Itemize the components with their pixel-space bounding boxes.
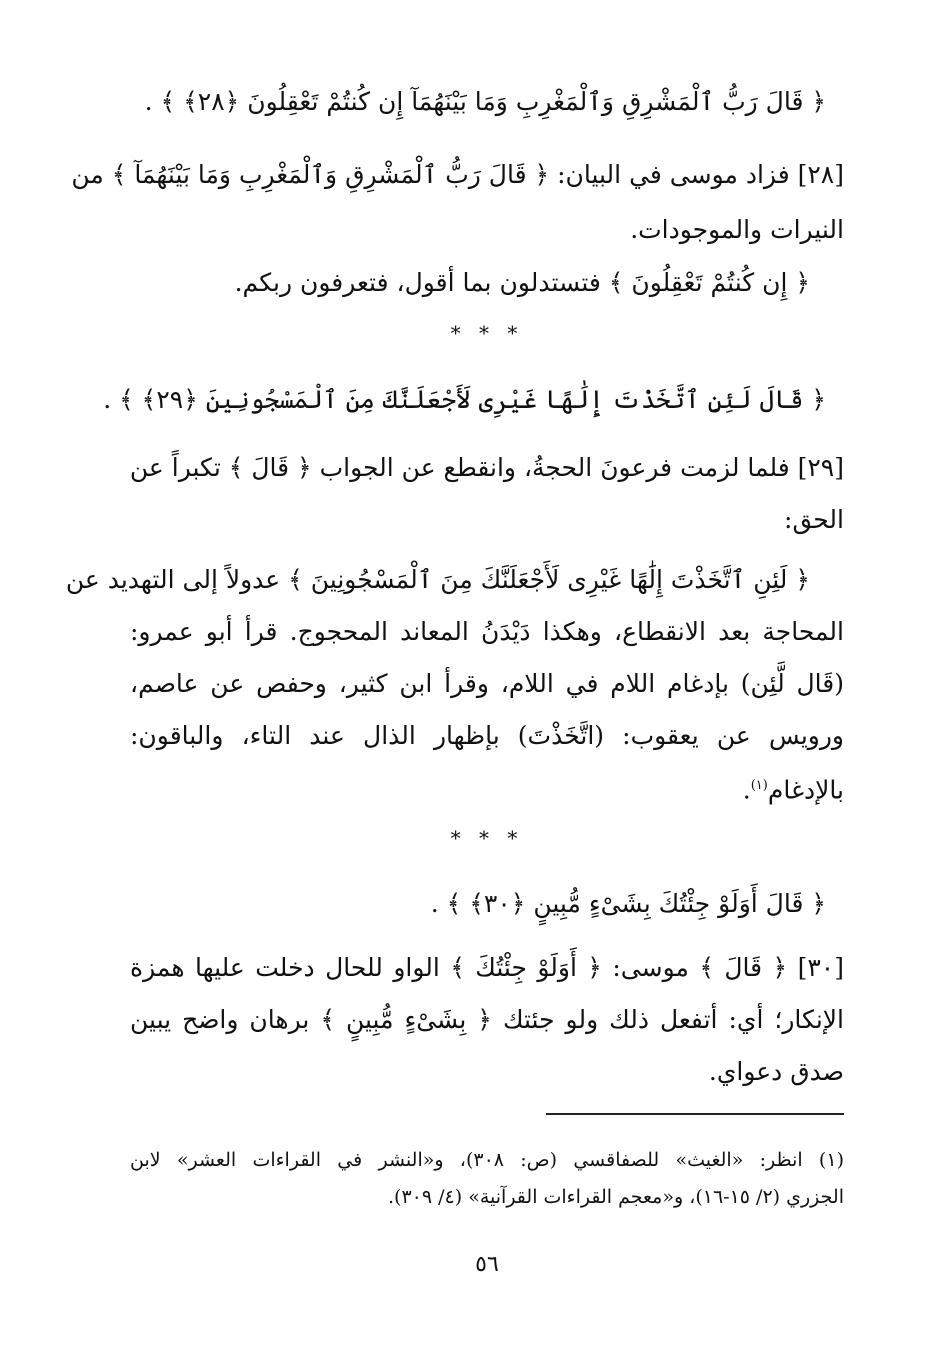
p28-line-2: النيرات والموجودات. bbox=[630, 215, 844, 244]
p29-line-7-text: بالإدغام bbox=[767, 775, 844, 805]
verse-29: ﴿ قَالَ لَئِنِ ٱتَّخَذْتَ إِلَٰهًا غَيْرِى لَأَجْعَلَنَّكَ مِنَ ٱلْمَسْجُونِينَ ﴿٢٩﴾ ﴾ . bbox=[103, 385, 826, 414]
p29-line-4: المحاجة بعد الانقطاع، وهكذا دَيْدَنُ المعاند المحجوج. قرأ أبو عمرو: bbox=[130, 617, 844, 646]
section-separator: * * * bbox=[450, 321, 524, 345]
p29-line-5: (قَال لَّئِن) بإدغام اللام في اللام، وقرأ ابن كثير، وحفص عن عاصم، bbox=[130, 669, 844, 698]
footnote-line-2: الجزري (٢/ ١٥-١٦)، و«معجم القراءات القرآنية» (٤/ ٣٠٩). bbox=[388, 1186, 844, 1208]
section-separator: * * * bbox=[450, 826, 524, 850]
p28-line-1: [٢٨] فزاد موسى في البيان: ﴿ قَالَ رَبُّ ٱلْمَشْرِقِ وَٱلْمَغْرِبِ وَمَا بَيْنَهُمَآ ﴾ من bbox=[71, 160, 844, 189]
p29-line-7 bbox=[130, 766, 844, 810]
p29-line-3: ﴿ لَئِنِ ٱتَّخَذْتَ إِلَٰهًا غَيْرِى لَأَجْعَلَنَّكَ مِنَ ٱلْمَسْجُونِينَ ﴾ عدولاً إلى التهديد عن bbox=[65, 565, 810, 594]
footnote-reference[interactable]: (١) bbox=[750, 778, 768, 793]
p29-line-2: الحق: bbox=[784, 505, 844, 534]
p30-line-3: صدق دعواي. bbox=[708, 1057, 844, 1086]
p30-line-2: الإنكار؛ أي: أتفعل ذلك ولو جئتك ﴿ بِشَىْءٍ مُّبِينٍ ﴾ برهان واضح يبين bbox=[130, 1005, 844, 1034]
p30-line-1: [٣٠] ﴿ قَالَ ﴾ موسى: ﴿ أَوَلَوْ جِئْتُكَ ﴾ الواو للحال دخلت عليها همزة bbox=[130, 953, 844, 982]
p29-line-7-end: . bbox=[742, 775, 751, 805]
p28-line-3: ﴿ إِن كُنتُمْ تَعْقِلُونَ ﴾ فتستدلون بما أقول، فتعرفون ربكم. bbox=[234, 268, 810, 297]
footnote-divider bbox=[546, 1113, 844, 1115]
footnote-line-1: (١) انظر: «الغيث» للصفاقسي (ص: ٣٠٨)، و«النشر في القراءات العشر» لابن bbox=[130, 1149, 844, 1171]
p29-line-1: [٢٩] فلما لزمت فرعونَ الحجةُ، وانقطع عن الجواب ﴿ قَالَ ﴾ تكبراً عن bbox=[129, 453, 844, 482]
book-page bbox=[65, 0, 844, 1372]
page-number: ٥٦ bbox=[475, 1252, 499, 1277]
p29-line-6: ورويس عن يعقوب: (اتَّخَذْتَ) بإظهار الذال عند التاء، والباقون: bbox=[130, 721, 844, 750]
verse-30: ﴿ قَالَ أَوَلَوْ جِئْتُكَ بِشَىْءٍ مُّبِينٍ ﴿٣٠﴾ ﴾ . bbox=[430, 889, 826, 918]
verse-28: ﴿ قَالَ رَبُّ ٱلْمَشْرِقِ وَٱلْمَغْرِبِ وَمَا بَيْنَهُمَآ إِن كُنتُمْ تَعْقِلُونَ ﴿٢٨﴾ ﴾ . bbox=[144, 87, 826, 116]
